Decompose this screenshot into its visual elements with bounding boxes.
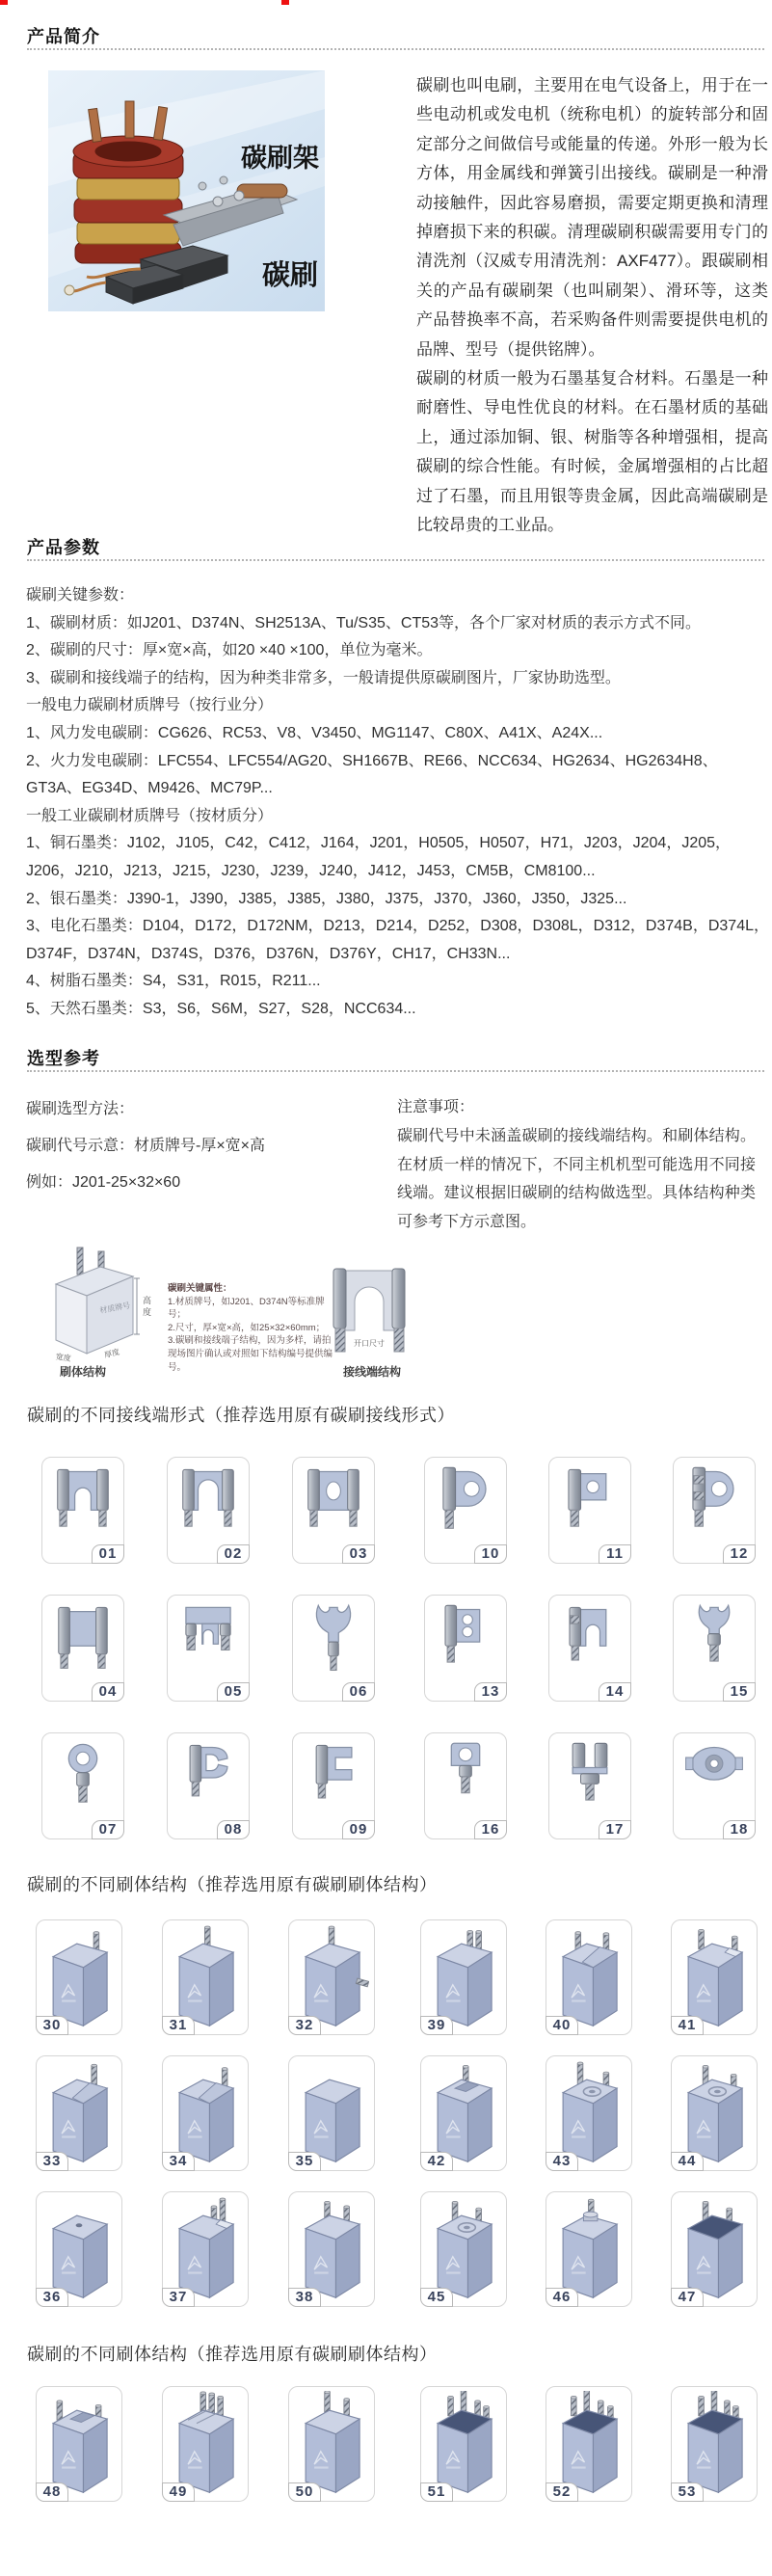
section-divider: [27, 559, 764, 561]
card-number: 14: [599, 1682, 631, 1702]
diagram-key-item: 2.尺寸，厚×宽×高，如25×32×60mm；: [168, 1322, 326, 1333]
selection-method-heading: 碳刷选型方法：: [26, 1101, 135, 1117]
section-divider: [27, 1070, 764, 1072]
svg-text:度: 度: [143, 1307, 152, 1317]
diagram-width-label: 宽度: [55, 1352, 72, 1363]
terminal-card-13: [424, 1595, 507, 1702]
body-card-32: [288, 1919, 375, 2035]
card-number: 38: [288, 2288, 321, 2307]
body-card-34: [162, 2055, 249, 2171]
photo-label-brush: 碳刷: [262, 260, 319, 291]
card-number: 30: [36, 2016, 68, 2035]
params-line: 5、天然石墨类：S3，S6，S6M，S27，S28，NCC634...: [26, 1000, 416, 1017]
card-number: 53: [671, 2482, 704, 2502]
card-number: 52: [546, 2482, 578, 2502]
card-number: 05: [217, 1682, 250, 1702]
terminal-card-10: [424, 1457, 507, 1564]
body-card-46: [546, 2191, 632, 2307]
terminal-card-05: [167, 1595, 250, 1702]
selection-method-example: 例如：J201-25×32×60: [26, 1174, 181, 1191]
section-divider: [27, 48, 764, 50]
card-number: 42: [420, 2152, 453, 2171]
oval-eyelet-icon: [674, 1737, 755, 1823]
body-card-38: [288, 2191, 375, 2307]
photo-label-holder: 碳刷架: [241, 144, 319, 173]
card-number: 18: [723, 1820, 756, 1839]
body-card-44: [671, 2055, 758, 2171]
params-line: 2、碳刷的尺寸：厚×宽×高，如20 ×40 ×100，单位为毫米。: [26, 642, 433, 659]
red-corner-mark-left: [0, 0, 8, 5]
card-number: 08: [217, 1820, 250, 1839]
params-line: 3、电化石墨类：D104，D172，D172NM，D213，D214，D252，D308，D308L，D312，D374B，D374L，D374F，D374N，D374S，D376，D376N，D376Y，CH17，CH33N...: [26, 918, 770, 962]
spade-fork-icon: [293, 1599, 374, 1685]
card-number: 03: [342, 1544, 375, 1564]
body-card-53: [671, 2386, 758, 2502]
card-number: 46: [546, 2288, 578, 2307]
square-ring-crimp-icon: [425, 1737, 506, 1823]
card-number: 40: [546, 2016, 578, 2035]
intro-paragraphs: [416, 71, 768, 541]
body-card-33: [36, 2055, 122, 2171]
intro-paragraph-1: 碳刷也叫电刷，主要用在电气设备上，用于在一些电动机或发电机（统称电机）的旋转部分和固定部分之间做信号或能量的传递。外形一般为长方体，用金属线和弹簧引出接线。碳刷是一种滑动接触件，因此容易磨损，需要定期更换和清理掉磨损下来的积碳。清理碳刷积碳需要用专门的清洗剂（汉威专用清洗剂：AXF477）。跟碳刷相关的产品有碳刷架（也叫刷架）、滑环等，这类产品替换率不高，若采购备件则需要提供电机的品牌、型号（提供铭牌）。: [416, 76, 768, 359]
card-number: 39: [420, 2016, 453, 2035]
body-card-51: [420, 2386, 507, 2502]
card-number: 01: [92, 1544, 124, 1564]
body-card-31: [162, 1919, 249, 2035]
square-notch-plate-icon: [293, 1737, 374, 1823]
top-plate-center-fork-icon: [168, 1599, 249, 1685]
card-number: 33: [36, 2152, 68, 2171]
params-line: 1、铜石墨类：J102，J105，C42，C412，J164，J201，H0505，H0507，H71，J203，J204，J205，J206，J210，J213，J215，J230，J239，J240，J412，J453，CM5B，CM8100...: [26, 835, 732, 879]
body-card-41: [671, 1919, 758, 2035]
params-line: 1、风力发电碳刷：CG626、RC53、V8、V3450、MG1147、C80X、A41X、A24X...: [26, 724, 603, 741]
params-line: 2、火力发电碳刷：LFC554、LFC554/AG20、SH1667B、RE66、NCC634、HG2634、HG2634H8、GT3A、EG34D、M9426、MC79P...: [26, 752, 718, 797]
params-line: 一般工业碳刷材质牌号（按材质分）: [26, 807, 274, 824]
card-number: 32: [288, 2016, 321, 2035]
carbon-brush-photo-illustration: [48, 70, 325, 311]
params-line: 3、碳刷和接线端子的结构，因为种类非常多，一般请提供原碳刷图片，厂家协助选型。: [26, 669, 621, 686]
card-number: 11: [599, 1544, 631, 1564]
selection-notes-heading: 注意事项：: [397, 1099, 475, 1115]
terminal-card-06: [292, 1595, 375, 1702]
terminal-structure-diagram: [326, 1263, 413, 1359]
body-card-47: [671, 2191, 758, 2307]
card-number: 44: [671, 2152, 704, 2171]
card-number: 09: [342, 1820, 375, 1839]
terminal-card-11: [548, 1457, 631, 1564]
terminal-grid-heading: 碳刷的不同接线端形式（推荐选用原有碳刷接线形式）: [27, 1406, 455, 1425]
sleeve-arch-notch-icon: [549, 1599, 630, 1685]
terminal-card-12: [673, 1457, 756, 1564]
terminal-card-18: [673, 1732, 756, 1839]
card-number: 49: [162, 2482, 195, 2502]
terminal-card-02: [167, 1457, 250, 1564]
twin-sleeve-round-hole-icon: [293, 1462, 374, 1547]
params-text: [26, 582, 770, 1024]
card-number: 48: [36, 2482, 68, 2502]
section-title-selection: 选型参考: [27, 1049, 100, 1068]
section-title-params: 产品参数: [27, 538, 100, 557]
terminal-card-16: [424, 1732, 507, 1839]
diagram-key-attributes: [168, 1282, 337, 1374]
body-card-50: [288, 2386, 375, 2502]
terminal-card-04: [41, 1595, 124, 1702]
card-number: 37: [162, 2288, 195, 2307]
card-number: 13: [474, 1682, 507, 1702]
card-number: 16: [474, 1820, 507, 1839]
card-number: 41: [671, 2016, 704, 2035]
card-number: 31: [162, 2016, 195, 2035]
card-number: 43: [546, 2152, 578, 2171]
terminal-card-08: [167, 1732, 250, 1839]
ring-terminal-icon: [42, 1737, 123, 1823]
twin-sleeve-arch-notch-icon: [42, 1462, 123, 1547]
twin-sleeve-u-notch-icon: [168, 1462, 249, 1547]
params-line: 1、碳刷材质：如J201、D374N、SH2513A、Tu/S35、CT53等，各个厂家对材质的表示方式不同。: [26, 614, 702, 631]
body-card-48: [36, 2386, 122, 2502]
diagram-height-label: 高: [143, 1296, 152, 1305]
body-card-40: [546, 1919, 632, 2035]
card-number: 10: [474, 1544, 507, 1564]
body-card-36: [36, 2191, 122, 2307]
card-number: 07: [92, 1820, 124, 1839]
params-line: 碳刷关键参数：: [26, 587, 135, 604]
terminal-card-07: [41, 1732, 124, 1839]
body-card-49: [162, 2386, 249, 2502]
flag-hole-banded-sleeve-icon: [674, 1462, 755, 1547]
card-number: 34: [162, 2152, 195, 2171]
section-title-intro: 产品简介: [27, 27, 100, 46]
diagram-material-label: 材质牌号: [98, 1301, 131, 1315]
card-number: 02: [217, 1544, 250, 1564]
diagram-key-item: 1.材质牌号，如J201、D374N等标准牌号；: [168, 1296, 325, 1321]
terminal-card-09: [292, 1732, 375, 1839]
card-number: 36: [36, 2288, 68, 2307]
diagram-opening-label: 开口尺寸: [354, 1339, 385, 1348]
body-card-42: [420, 2055, 507, 2171]
diagram-thickness-label: 厚度: [103, 1347, 121, 1360]
card-number: 15: [723, 1682, 756, 1702]
card-number: 35: [288, 2152, 321, 2171]
card-number: 12: [723, 1544, 756, 1564]
square-plate-hole-icon: [549, 1462, 630, 1547]
body-card-30: [36, 1919, 122, 2035]
selection-notes: [397, 1093, 756, 1236]
params-line: 4、树脂石墨类：S4，S31，R015，R211...: [26, 973, 321, 990]
card-number: 45: [420, 2288, 453, 2307]
terminal-card-17: [548, 1732, 631, 1839]
terminal-card-15: [673, 1595, 756, 1702]
card-number: 50: [288, 2482, 321, 2502]
body-grid2-heading: 碳刷的不同刷体结构（推荐选用原有碳刷刷体结构）: [27, 2345, 438, 2364]
selection-method: [26, 1095, 265, 1205]
params-line: 2、银石墨类：J390-1，J390，J385，J385，J380，J375，J370，J360，J350，J325...: [26, 890, 627, 907]
body-card-43: [546, 2055, 632, 2171]
selection-notes-body: 碳刷代号中未涵盖碳刷的接线端结构。和刷体结构。在材质一样的情况下，不同主机机型可能选用不同接线端。建议根据旧碳刷的结构做选型。具体结构种类可参考下方示意图。: [397, 1128, 756, 1230]
intro-paragraph-2: 碳刷的材质一般为石墨基复合材料。石墨是一种耐磨性、导电性优良的材料。在石墨材质的基础上，通过添加铜、银、树脂等各种增强相，提高碳刷的综合性能。有时候，金属增强相的占比超过了石墨，而且用银等贵金属，因此高端碳刷是比较昂贵的工业品。: [416, 369, 768, 535]
card-number: 51: [420, 2482, 453, 2502]
card-number: 04: [92, 1682, 124, 1702]
body-card-37: [162, 2191, 249, 2307]
card-number: 47: [671, 2288, 704, 2307]
brush-body-diagram: [44, 1246, 160, 1367]
diagram-terminal-caption: 接线端结构: [343, 1365, 402, 1379]
flag-large-hole-icon: [425, 1462, 506, 1547]
red-corner-mark-right: [281, 0, 289, 5]
small-fork-crimp-icon: [674, 1599, 755, 1685]
twin-tube-crimp-icon: [549, 1737, 630, 1823]
slip-ring: [73, 136, 183, 263]
card-number: 17: [599, 1820, 631, 1839]
intro-photo: [48, 70, 325, 311]
terminal-card-14: [548, 1595, 631, 1702]
terminal-card-03: [292, 1457, 375, 1564]
body-card-45: [420, 2191, 507, 2307]
open-c-plate-icon: [168, 1737, 249, 1823]
body-card-52: [546, 2386, 632, 2502]
twin-sleeve-plain-plate-icon: [42, 1599, 123, 1685]
terminal-card-01: [41, 1457, 124, 1564]
diagram-key-item: 3.碳刷和接线端子结构，因为多样，请拍现场图片确认或对照如下结构编号提供编号。: [168, 1335, 333, 1373]
plate-two-holes-icon: [425, 1599, 506, 1685]
diagram-body-caption: 刷体结构: [60, 1365, 107, 1379]
body-card-39: [420, 1919, 507, 2035]
diagram-key-title: 碳刷关键属性：: [168, 1283, 232, 1294]
body-grid-heading: 碳刷的不同刷体结构（推荐选用原有碳刷刷体结构）: [27, 1875, 438, 1894]
selection-method-code: 碳刷代号示意：材质牌号-厚×宽×高: [26, 1138, 266, 1154]
card-number: 06: [342, 1682, 375, 1702]
params-line: 一般电力碳刷材质牌号（按行业分）: [26, 697, 274, 714]
body-card-35: [288, 2055, 375, 2171]
